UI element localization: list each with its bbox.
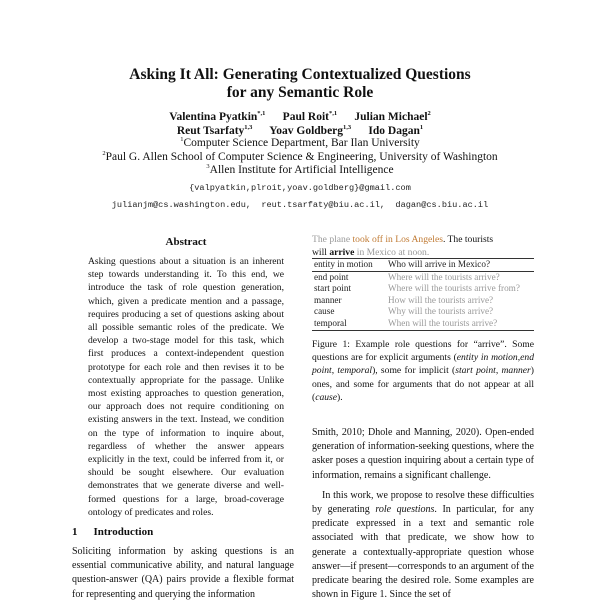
figure-sentence — [312, 233, 534, 259]
right-column-body — [312, 426, 534, 602]
abstract-heading: Abstract — [165, 236, 207, 248]
sentence-fragment: . The tourists — [442, 234, 494, 245]
sentence-fragment: Los Angeles — [395, 234, 443, 245]
sentence-fragment: took off in — [352, 234, 396, 245]
caption-role: end point — [312, 352, 534, 377]
author-row-1 — [0, 110, 600, 124]
table-row — [312, 271, 534, 283]
affiliation — [0, 137, 600, 151]
affil-text: Computer Science Department, Bar Ilan University — [183, 137, 420, 149]
section-title: Introduction — [93, 526, 154, 538]
caption-text: , — [331, 365, 338, 377]
paragraph — [312, 489, 534, 602]
role-question-table — [312, 258, 534, 331]
paragraph: Smith, 2010; Dhole and Manning, 2020). Open-ended generation of information-seeking questions, where the asker poses a question inquiring about a certain type of information, remains a significant challenge. — [312, 427, 534, 481]
question-cell: Why will the tourists arrive? — [388, 306, 494, 317]
table-row — [312, 318, 534, 330]
author-sup: *,1 — [257, 110, 266, 118]
paragraph-text: . In particular, for any predicate expressed in a text and semantic role associated with that predicate, we show how to generate a contextually-appropriate question whose answer—if present—corresponds to an argument of the predicate bearing the desired role. Some examples are shown in Figure 1. Since the set of — [312, 504, 534, 601]
section-heading-introduction — [72, 526, 292, 538]
role-cell: end point — [314, 271, 349, 282]
author-sup: *,1 — [329, 110, 338, 118]
question-cell: Where will the tourists arrive? — [388, 271, 500, 282]
author-sup: 1,3 — [244, 124, 253, 132]
section-number: 1 — [72, 526, 78, 538]
table-row — [312, 259, 534, 272]
affil-text: Allen Institute for Artificial Intelligence — [209, 164, 394, 176]
abstract-text: Asking questions about a situation is an inherent step towards understanding it. To this end, we introduce the task of role question generation, which, given a predicate mention and a passage, requires producing a set of questions asking about all possible semantic roles of the predicate. We develop a two-stage model for this task, which first produces a context-independent question prototype for each role and then revises it to be contextually appropriate for the passage. Unlike most existing approaches to question generation, our approach does not require conditioning on existing answers in the text. Instead, we condition on the type of information to inquire about, regardless of whether the answer appears explicitly in the text, could be inferred from it, or should be sought elsewhere. Our evaluation demonstrates that we generate diverse and well-formed questions for a large, broad-coverage ontology of predicates and roles. — [88, 256, 284, 518]
affiliations — [0, 137, 600, 178]
affil-sup: 1 — [180, 136, 184, 144]
author-list — [0, 110, 600, 138]
email-line-1: {valpyatkin,plroit,yoav.goldberg}@gmail.com — [189, 183, 411, 193]
author-sup: 2 — [427, 110, 431, 118]
affiliation — [0, 151, 600, 165]
email-line-2: julianjm@cs.washington.edu, reut.tsarfaty@biu.ac.il, dagan@cs.biu.ac.il — [111, 200, 489, 210]
caption-text: ) ones, and some for arguments that do not appear at all ( — [312, 365, 534, 403]
figure-caption — [312, 338, 534, 404]
abstract-body — [88, 255, 284, 519]
title-line-2: for any Semantic Role — [226, 84, 374, 101]
caption-role: cause — [315, 391, 338, 403]
caption-role: temporal — [337, 365, 373, 377]
author-row-2 — [0, 124, 600, 138]
caption-text: , — [517, 352, 521, 364]
sentence-fragment: The plane — [312, 234, 353, 245]
author-name: Julian Michael — [354, 111, 428, 123]
introduction-text: Soliciting information by asking questions is an essential communicative ability, and natural language question-answer (QA) pairs provide a flexible format for representing and querying the information — [72, 546, 294, 600]
caption-role: start point — [455, 365, 496, 377]
title-line-1: Asking It All: Generating Contextualized Questions — [129, 66, 471, 83]
sentence-fragment: in Mexico at noon. — [354, 247, 430, 258]
caption-role: manner — [501, 365, 531, 377]
author-name: Valentina Pyatkin — [169, 111, 258, 123]
role-cell: temporal — [314, 317, 347, 328]
caption-text: ), some for implicit ( — [372, 365, 456, 377]
author-name: Reut Tsarfaty — [176, 125, 245, 137]
table-row — [312, 295, 534, 307]
affil-text: Paul G. Allen School of Computer Science & Engineering, University of Washington — [105, 150, 498, 163]
caption-text: , — [495, 365, 502, 377]
paper-title — [0, 66, 600, 102]
question-cell: How will the tourists arrive? — [388, 294, 494, 305]
paragraph-text: In this work, we propose to resolve these difficulties by generating — [312, 489, 534, 516]
sentence-predicate: arrive — [329, 247, 355, 258]
affiliation — [0, 164, 600, 178]
question-cell: When will the tourists arrive? — [388, 317, 498, 328]
affil-sup: 3 — [206, 163, 210, 171]
caption-text: Figure 1: Example role questions for “arrive”. Some questions are for explicit arguments ( — [312, 339, 534, 364]
role-cell: manner — [314, 294, 342, 305]
role-cell: start point — [314, 283, 352, 294]
role-cell: cause — [314, 306, 335, 317]
question-cell: Who will arrive in Mexico? — [386, 259, 534, 272]
table-row — [312, 283, 534, 295]
caption-text: ). — [337, 391, 343, 403]
author-name: Ido Dagan — [368, 125, 420, 137]
affil-sup: 2 — [102, 149, 106, 157]
paragraph-emphasis: role questions — [375, 504, 435, 516]
caption-role: entity in motion — [456, 352, 518, 364]
author-sup: 1 — [419, 124, 424, 132]
sentence-fragment: will — [312, 247, 330, 258]
table-row — [312, 306, 534, 318]
question-cell: Where will the tourists arrive from? — [388, 283, 520, 294]
author-name: Paul Roit — [282, 111, 329, 123]
author-name: Yoav Goldberg — [269, 125, 344, 137]
role-cell: entity in motion — [312, 259, 386, 272]
author-sup: 1,3 — [343, 124, 352, 132]
